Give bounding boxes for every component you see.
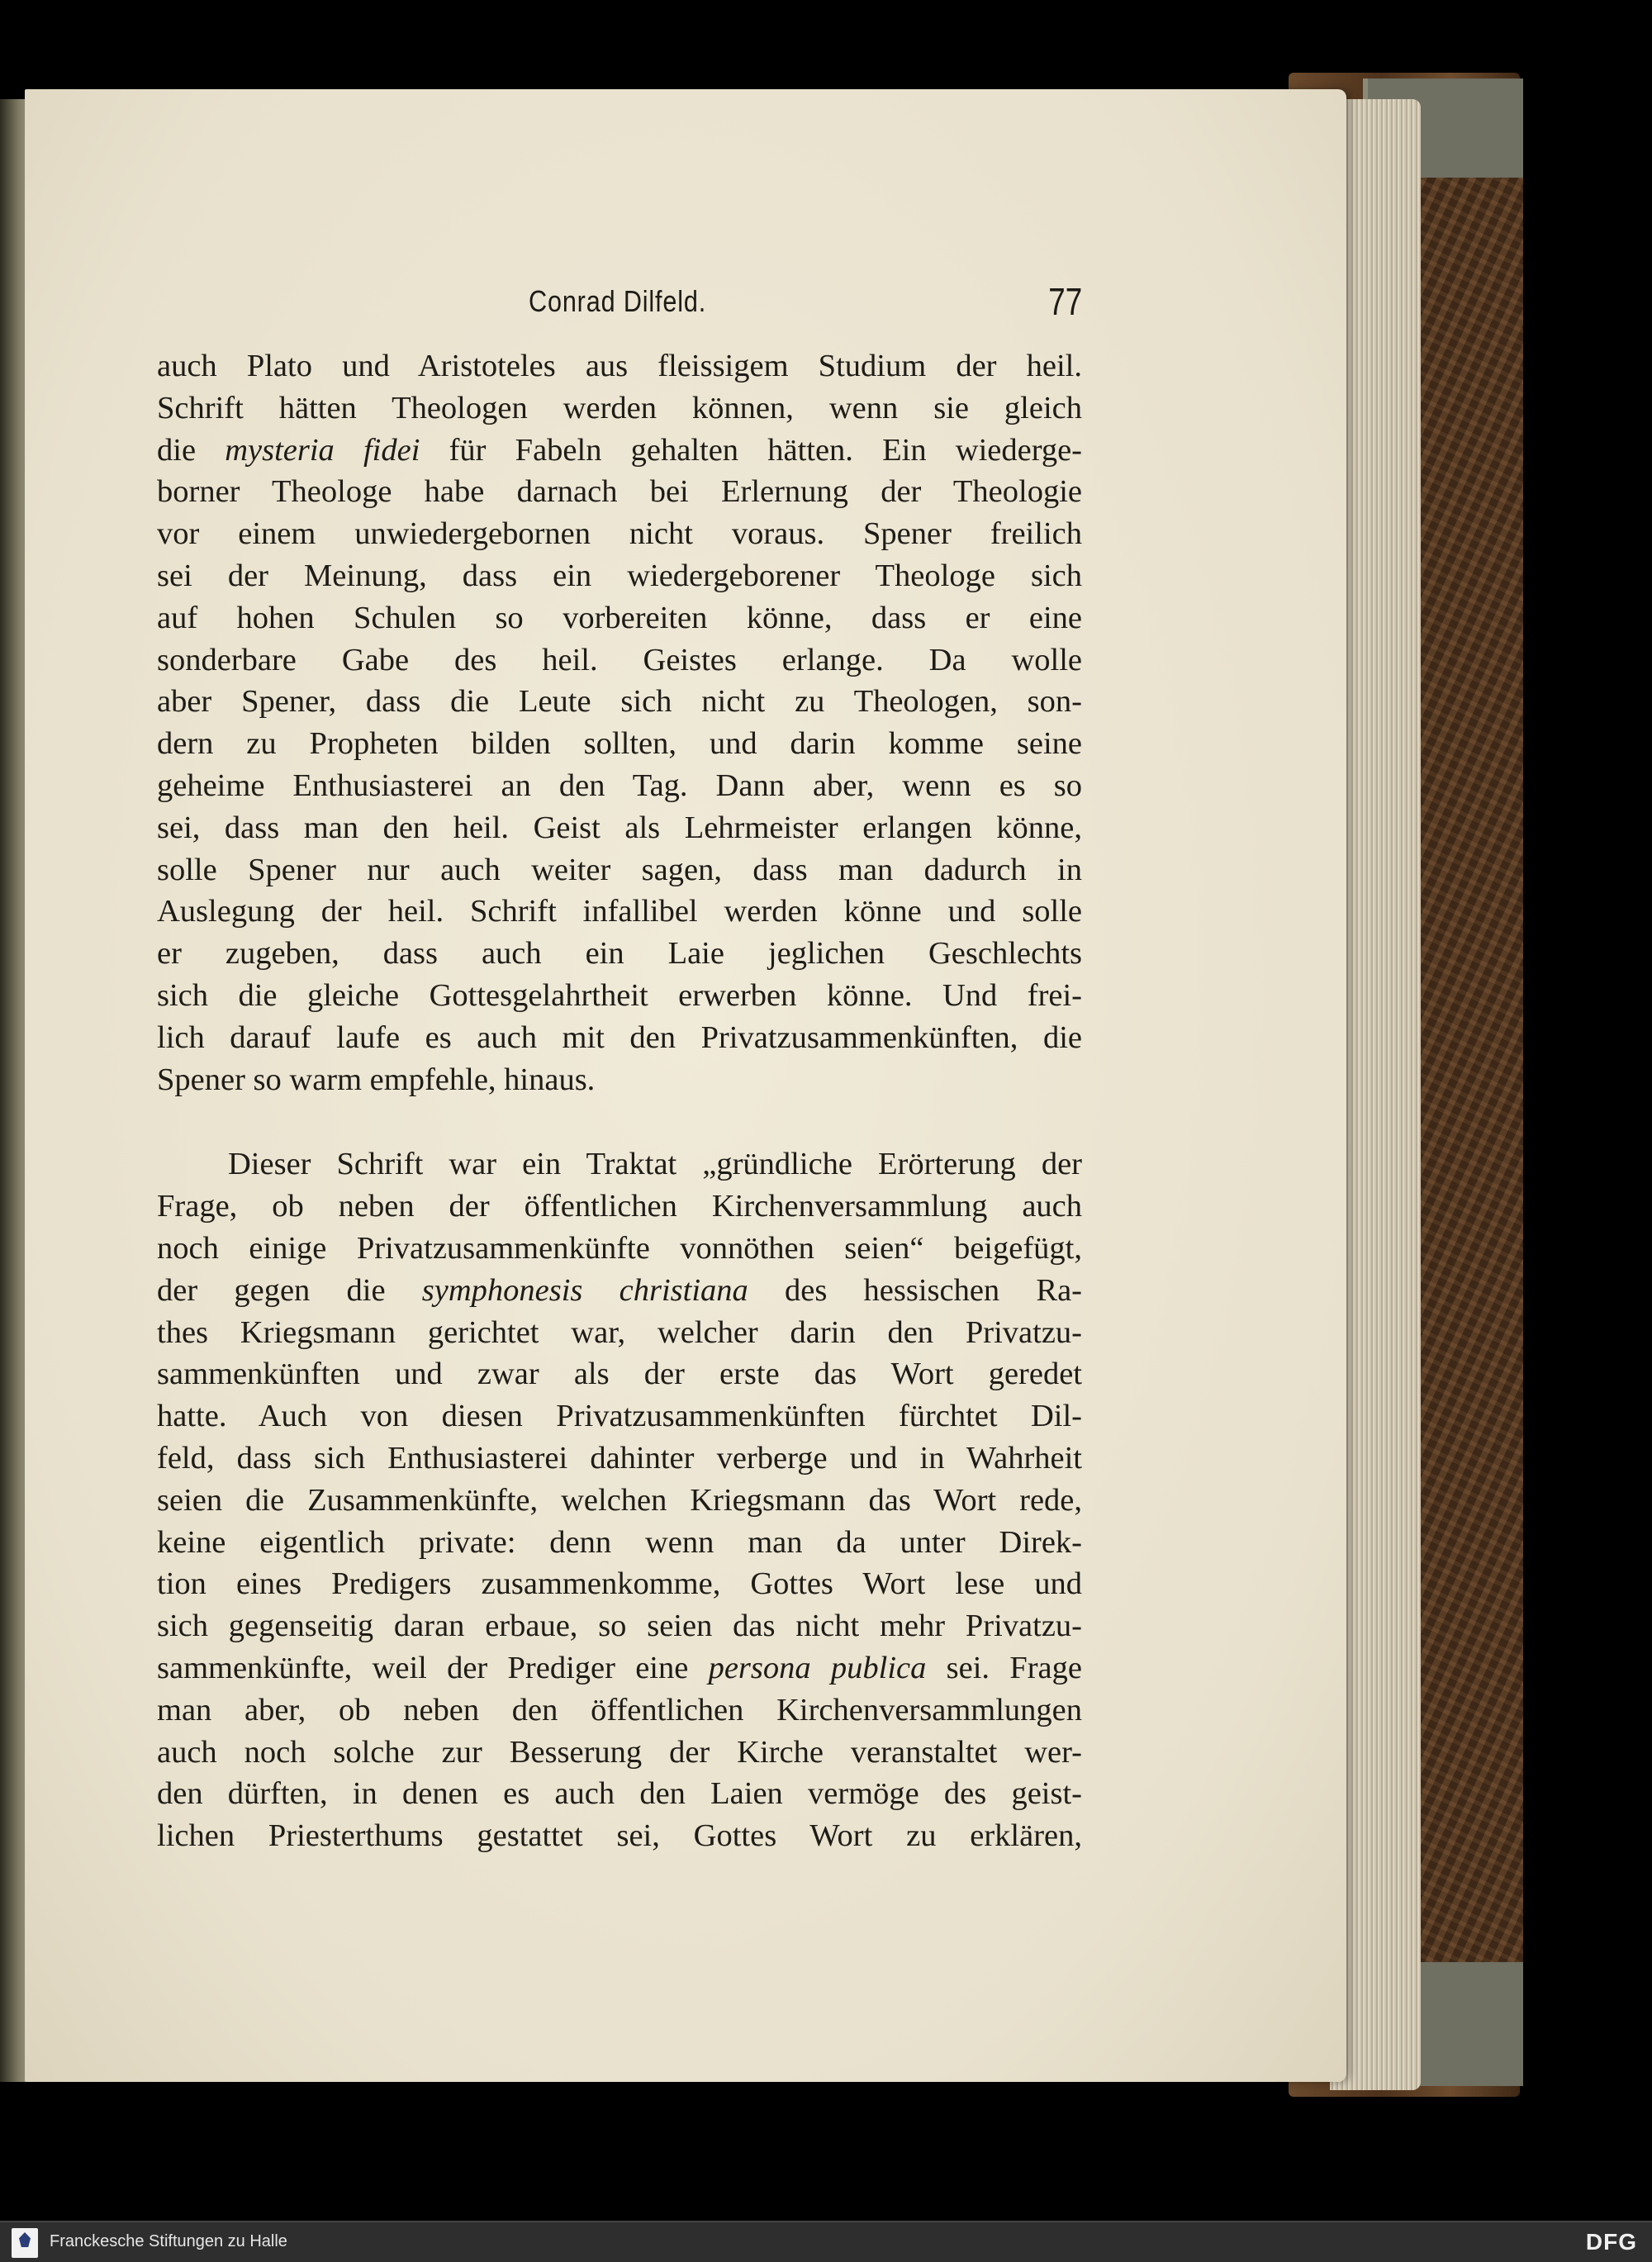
viewer-footer (0, 2221, 1652, 2262)
text-line: auf hohen Schulen so vorbereiten könne, dass er eine (157, 600, 1082, 635)
text-line: sei, dass man den heil. Geist als Lehrmeister erlangen könne, (157, 810, 1082, 845)
text-line: thes Kriegsmann gerichtet war, welcher darin den Privatzu- (157, 1314, 1082, 1350)
text-line: dern zu Propheten bilden sollten, und darin komme seine (157, 726, 1082, 762)
text-line: sonderbare Gabe des heil. Geistes erlange. Da wolle (157, 642, 1082, 677)
footer-institution: Franckesche Stiftungen zu Halle (50, 2232, 287, 2250)
text-line: der gegen die symphonesis christiana des hessischen Ra- (157, 1272, 1082, 1308)
text-line: den dürften, in denen es auch den Laien vermöge des geist- (157, 1776, 1082, 1812)
text-line: feld, dass sich Enthusiasterei dahinter verberge und in Wahrheit (157, 1440, 1082, 1476)
running-head-title: Conrad Dilfeld. (529, 284, 707, 318)
text-line: man aber, ob neben den öffentlichen Kirchenversammlungen (157, 1692, 1082, 1727)
text-line: Frage, ob neben der öffentlichen Kirchenversammlung auch (157, 1189, 1082, 1224)
body-text (157, 345, 1082, 1857)
text-line: lich darauf laufe es auch mit den Privatzusammenkünften, die (157, 1019, 1082, 1055)
text-line: auch noch solche zur Besserung der Kirche veranstaltet wer- (157, 1734, 1082, 1770)
footer-dfg-logo: DFG (1585, 2229, 1637, 2255)
page-number: 77 (1048, 280, 1082, 323)
text-line: Schrift hätten Theologen werden können, wenn sie gleich (157, 390, 1082, 425)
text-line: keine eigentlich private: denn wenn man da unter Direk- (157, 1524, 1082, 1560)
text-line: geheime Enthusiasterei an den Tag. Dann aber, wenn es so (157, 767, 1082, 803)
text-line: seien die Zusammenkünfte, welchen Kriegsmann das Wort rede, (157, 1482, 1082, 1518)
text-line: sich gegenseitig daran erbaue, so seien das nicht mehr Privatzu- (157, 1609, 1082, 1644)
text-line: er zugeben, dass auch ein Laie jeglichen Geschlechts (157, 936, 1082, 972)
text-line: borner Theologe habe darnach bei Erlernung der Theologie (157, 474, 1082, 510)
text-line: tion eines Predigers zusammenkomme, Gottes Wort lese und (157, 1566, 1082, 1602)
paragraph-2 (157, 1143, 1082, 1857)
text-line: die mysteria fidei für Fabeln gehalten hätten. Ein wiederge- (157, 432, 1082, 468)
text-line: hatte. Auch von diesen Privatzusammenkünften fürchtet Dil- (157, 1399, 1082, 1434)
text-line: Spener so warm empfehle, hinaus. (157, 1062, 596, 1097)
text-line: lichen Priesterthums gestattet sei, Gottes Wort zu erklären, (157, 1818, 1082, 1854)
text-line: sammenkünfte, weil der Prediger eine persona publica sei. Frage (157, 1650, 1082, 1685)
text-line: Dieser Schrift war ein Traktat „gründliche Erörterung der (228, 1147, 1082, 1182)
institution-logo-icon (12, 2228, 38, 2258)
text-line: sich die gleiche Gottesgelahrtheit erwerben könne. Und frei- (157, 977, 1082, 1013)
text-line: sei der Meinung, dass ein wiedergeborener Theologe sich (157, 558, 1082, 593)
running-head (157, 279, 1082, 329)
paragraph-1 (157, 345, 1082, 1100)
text-line: solle Spener nur auch weiter sagen, dass man dadurch in (157, 852, 1082, 887)
text-line: aber Spener, dass die Leute sich nicht zu Theologen, son- (157, 684, 1082, 720)
text-line: vor einem unwiedergebornen nicht voraus. Spener freilich (157, 516, 1082, 552)
text-line: noch einige Privatzusammenkünfte vonnöthen seien“ beigefügt, (157, 1230, 1082, 1266)
text-line: auch Plato und Aristoteles aus fleissigem Studium der heil. (157, 349, 1082, 383)
text-line: Auslegung der heil. Schrift infallibel werden könne und solle (157, 894, 1082, 929)
text-line: sammenkünften und zwar als der erste das Wort geredet (157, 1357, 1082, 1392)
